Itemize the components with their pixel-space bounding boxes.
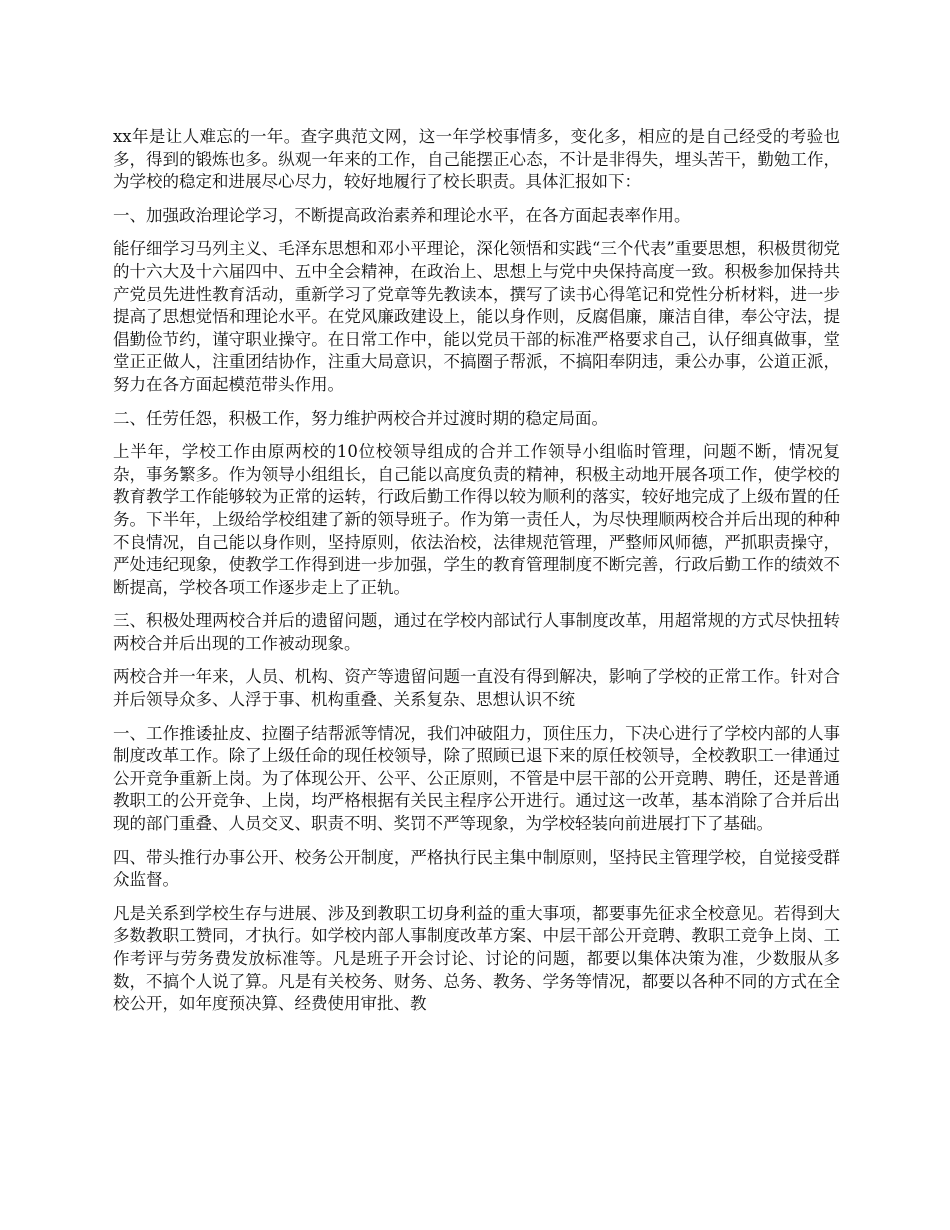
paragraph-section-3a: 两校合并一年来，人员、机构、资产等遗留问题一直没有得到解决，影响了学校的正常工作。针对合并后领导众多、人浮于事、机构重叠、关系复杂、思想认识不统 bbox=[113, 667, 840, 710]
section-heading-4: 四、带头推行办事公开、校务公开制度，严格执行民主集中制原则，坚持民主管理学校，自觉接受群众监督。 bbox=[113, 847, 840, 890]
section-heading-1: 一、加强政治理论学习，不断提高政治素养和理论水平，在各方面起表率作用。 bbox=[113, 205, 691, 225]
paragraph-section-4: 凡是关系到学校生存与进展、涉及到教职工切身利益的重大事项，都要事先征求全校意见。若得到大多数教职工赞同，才执行。如学校内部人事制度改革方案、中层干部公开竞聘、教职工竞争上岗、工作考评与劳务费发放标准等。凡是班子开会讨论、讨论的问题，都要以集体决策为准，少数服从多数，不搞个人说了算。凡是有关校务、财务、总务、教务、学务等情况，都要以各种不同的方式在全校公开，如年度预决算、经费使用审批、教 bbox=[113, 903, 840, 1014]
section-heading-3: 三、积极处理两校合并后的遗留问题，通过在学校内部试行人事制度改革，用超常规的方式尽快扭转两校合并后出现的工作被动现象。 bbox=[113, 611, 840, 653]
document-body bbox=[113, 126, 840, 1027]
section-heading-2: 二、任劳任怨，积极工作，努力维护两校合并过渡时期的稳定局面。 bbox=[113, 408, 608, 428]
paragraph-section-3b: 一、工作推诿扯皮、拉圈子结帮派等情况，我们冲破阻力，顶住压力，下决心进行了学校内部的人事制度改革工作。除了上级任命的现任校领导，除了照顾已退下来的原任校领导，全校教职工一律通过公开竞争重新上岗。为了体现公开、公平、公正原则，不管是中层干部的公开竞聘、聘任，还是普通教职工的公开竞争、上岗，均严格根据有关民主程序公开进行。通过这一改革，基本消除了合并后出现的部门重叠、人员交叉、职责不明、奖罚不严等现象，为学校轻装向前进展打下了基础。 bbox=[113, 723, 840, 834]
paragraph-intro: xx年是让人难忘的一年。查字典范文网，这一年学校事情多，变化多，相应的是自己经受的考验也多，得到的锻炼也多。纵观一年来的工作，自己能摆正心态，不计是非得失，埋头苦干，勤勉工作，为学校的稳定和进展尽心尽力，较好地履行了校长职责。具体汇报如下： bbox=[113, 127, 840, 192]
paragraph-section-1: 能仔细学习马列主义、毛泽东思想和邓小平理论，深化领悟和实践“三个代表”重要思想，积极贯彻党的十六大及十六届四中、五中全会精神，在政治上、思想上与党中央保持高度一致。积极参加保持共产党员先进性教育活动，重新学习了党章等先教读本，撰写了读书心得笔记和党性分析材料，进一步提高了思想觉悟和理论水平。在党风廉政建设上，能以身作则，反腐倡廉，廉洁自律，奉公守法，提倡勤俭节约，谨守职业操守。在日常工作中，能以党员干部的标准严格要求自己，认仔细真做事，堂堂正正做人，注重团结协作，注重大局意识，不搞圈子帮派，不搞阳奉阴违，秉公办事，公道正派，努力在各方面起模范带头作用。 bbox=[113, 239, 840, 394]
paragraph-section-2: 上半年，学校工作由原两校的10位校领导组成的合并工作领导小组临时管理，问题不断，情况复杂，事务繁多。作为领导小组组长，自己能以高度负责的精神，积极主动地开展各项工作，使学校的教育教学工作能够较为正常的运转，行政后勤工作得以较为顺利的落实，较好地完成了上级布置的任务。下半年，上级给学校组建了新的领导班子。作为第一责任人，为尽快理顺两校合并后出现的种种不良情况，自己能以身作则，坚持原则，依法治校，法律规范管理，严整师风师德，严抓职责操守，严处违纪现象，使教学工作得到进一步加强，学生的教育管理制度不断完善，行政后勤工作的绩效不断提高，学校各项工作逐步走上了正轨。 bbox=[113, 442, 840, 597]
